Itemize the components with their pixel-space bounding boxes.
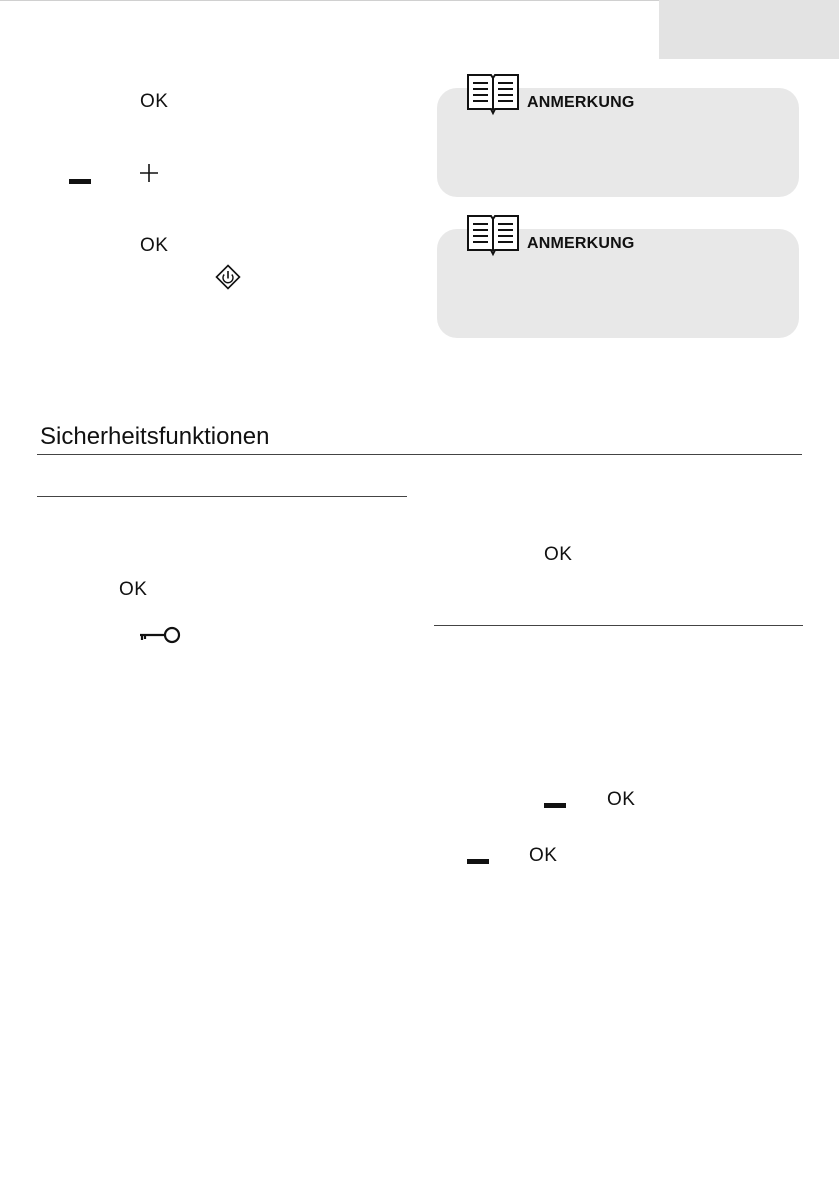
ok-button-symbol: OK	[140, 91, 169, 112]
ok-button-symbol: OK	[140, 235, 169, 256]
minus-icon	[69, 179, 91, 184]
open-book-icon	[466, 213, 520, 257]
diamond-start-icon	[215, 264, 241, 290]
note-title: ANMERKUNG	[527, 94, 635, 111]
minus-icon	[467, 859, 489, 864]
note-title: ANMERKUNG	[527, 235, 635, 252]
plus-icon	[139, 163, 159, 183]
language-tab	[659, 0, 839, 59]
ok-button-symbol: OK	[544, 544, 573, 565]
section-rule	[37, 454, 802, 455]
ok-button-symbol: OK	[529, 845, 558, 866]
key-icon	[137, 625, 183, 647]
section-title: Sicherheitsfunktionen	[40, 423, 270, 450]
minus-icon	[544, 803, 566, 808]
subsection-rule-left	[37, 496, 407, 497]
open-book-icon	[466, 72, 520, 116]
ok-button-symbol: OK	[607, 789, 636, 810]
subsection-rule-right	[434, 625, 803, 626]
ok-button-symbol: OK	[119, 579, 148, 600]
